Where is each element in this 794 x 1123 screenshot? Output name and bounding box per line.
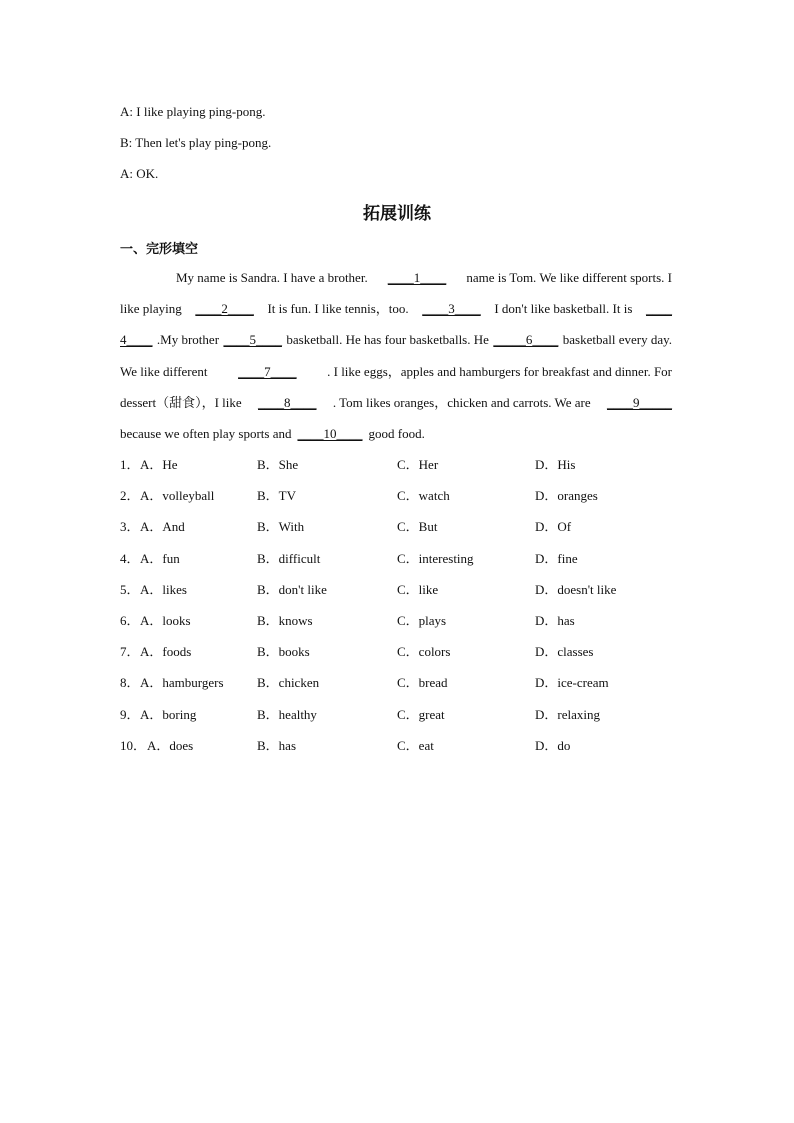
passage-text: basketball. He has four basketballs. He [286, 332, 489, 347]
question-number: 5． [120, 581, 140, 597]
passage-line [176, 268, 672, 288]
option-b: B．healthy [257, 706, 317, 722]
question-number: 7． [120, 644, 140, 660]
option-b: B．don't like [257, 581, 327, 597]
blank-4-end: 4____ [120, 332, 153, 347]
blank-7: ____7____ [238, 364, 297, 379]
passage-line [120, 362, 672, 382]
blank-8: ____8____ [258, 395, 317, 410]
section-heading: 拓展训练 [363, 204, 431, 224]
passage-text: like playing [120, 301, 182, 316]
passage-text: It is fun. I like tennis，too. [267, 301, 409, 316]
question-row [120, 486, 680, 506]
option-c: C．watch [397, 488, 450, 504]
option-c: C．interesting [397, 550, 474, 566]
question-number: 10． [120, 737, 147, 753]
option-d: D．Of [535, 519, 572, 535]
question-row [120, 549, 680, 569]
option-d: D．classes [535, 644, 594, 660]
question-row [120, 517, 680, 537]
option-a: A．boring [140, 706, 197, 722]
option-b: B．has [257, 737, 297, 753]
option-c: C．great [397, 706, 445, 722]
passage-text: because we often play sports and [120, 426, 292, 441]
question-row [120, 455, 680, 475]
option-b: B．With [257, 519, 305, 535]
option-a: A．volleyball [140, 488, 215, 504]
question-number: 3． [120, 519, 140, 535]
option-c: C．bread [397, 675, 448, 691]
option-c: C．Her [397, 457, 439, 472]
question-row [120, 705, 680, 725]
option-d: D．fine [535, 550, 578, 566]
question-row [120, 611, 680, 631]
question-number: 4． [120, 550, 140, 566]
blank-2: ____2____ [195, 301, 254, 316]
option-c: C．colors [397, 644, 451, 660]
option-d: D．His [535, 457, 576, 472]
passage-text: . I like eggs，apples and hamburgers for breakfast and dinner. For [327, 364, 672, 379]
passage-text: We like different [120, 364, 208, 379]
option-d: D．doesn't like [535, 581, 617, 597]
option-b: B．knows [257, 613, 313, 628]
option-d: D．relaxing [535, 706, 600, 722]
question-row [120, 673, 680, 693]
dialog-line: B: Then let's play ping-pong. [120, 135, 272, 150]
passage-text: basketball every day. [562, 332, 672, 347]
passage-line [120, 299, 672, 319]
option-b: B．chicken [257, 675, 320, 691]
passage-line [120, 330, 672, 350]
passage-text: . Tom likes oranges，chicken and carrots. We are [332, 395, 591, 410]
option-c: C．like [397, 581, 439, 597]
dialog-line: A: I like playing ping-pong. [120, 104, 266, 119]
subsection-title: 一、完形填空 [120, 242, 199, 257]
option-a: A．And [140, 519, 185, 535]
option-c: C．But [397, 519, 438, 535]
option-d: D．has [535, 613, 575, 628]
question-row [120, 642, 680, 662]
passage-text: good food. [368, 426, 425, 441]
option-c: C．plays [397, 613, 447, 628]
question-number: 2． [120, 488, 140, 504]
blank-5: ____5____ [223, 332, 282, 347]
option-b: B．books [257, 644, 310, 660]
option-d: D．oranges [535, 488, 598, 504]
option-a: A．He [140, 457, 178, 472]
passage-text: I don't like basketball. It is [494, 301, 633, 316]
blank-9: ____9_____ [606, 395, 672, 410]
option-a: A．hamburgers [140, 675, 224, 691]
option-a: A．looks [140, 613, 191, 628]
option-a: A．fun [140, 550, 180, 566]
dialog-line: A: OK. [120, 166, 159, 181]
option-c: C．eat [397, 737, 434, 753]
option-d: D．do [535, 737, 571, 753]
passage-text: .My brother [156, 332, 220, 347]
option-b: B．difficult [257, 550, 321, 566]
question-number: 6． [120, 613, 140, 628]
passage-text: name is Tom. We like different sports. I [466, 270, 672, 285]
option-a: A．does [147, 737, 194, 753]
question-row [120, 736, 680, 756]
blank-4-start: ____ [646, 301, 672, 316]
passage-line [120, 424, 672, 444]
option-b: B．TV [257, 488, 297, 504]
option-a: A．likes [140, 581, 187, 597]
blank-6: _____6____ [493, 332, 559, 347]
option-b: B．She [257, 457, 299, 472]
blank-10: ____10____ [297, 426, 363, 441]
question-number: 8． [120, 675, 140, 691]
passage-text: My name is Sandra. I have a brother. [176, 270, 368, 285]
question-number: 1． [120, 457, 140, 472]
option-d: D．ice-cream [535, 675, 609, 691]
question-number: 9． [120, 706, 140, 722]
option-a: A．foods [140, 644, 192, 660]
blank-3: ____3____ [422, 301, 481, 316]
passage-text: dessert（甜食），I like [120, 395, 242, 410]
passage-line [120, 393, 672, 413]
question-row [120, 580, 680, 600]
blank-1: ____1____ [387, 270, 447, 285]
